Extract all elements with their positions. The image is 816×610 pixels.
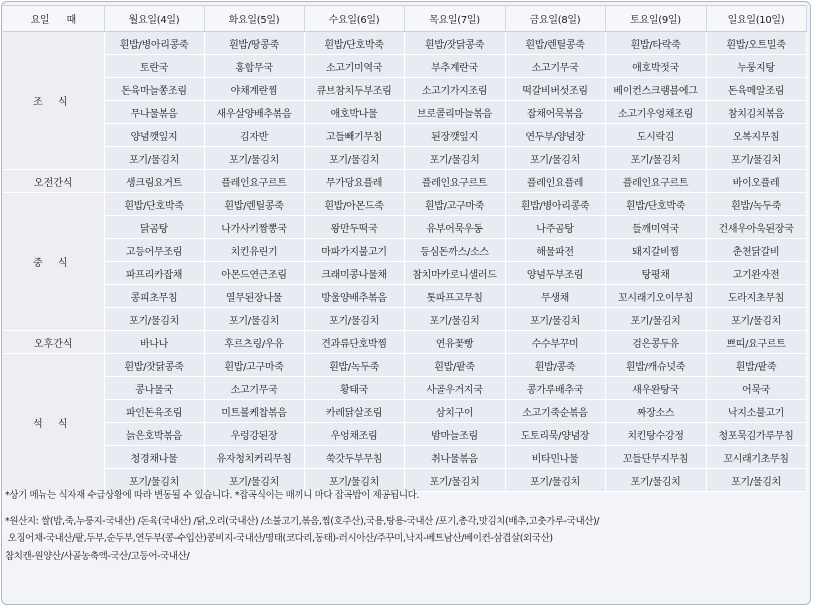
menu-item: 꼬시래기초무침 xyxy=(706,446,806,469)
header-day: 수요일(6일) xyxy=(304,6,404,32)
menu-item: 우렁강된장 xyxy=(204,423,304,446)
menu-row xyxy=(3,147,806,170)
menu-row xyxy=(3,101,806,124)
menu-item: 흰밥/캐슈넛죽 xyxy=(605,354,706,377)
menu-item: 흰밥/팥죽 xyxy=(404,354,505,377)
menu-item: 삼치구이 xyxy=(404,400,505,423)
menu-item: 포기/물김치 xyxy=(204,308,304,331)
menu-item: 소고기죽순볶음 xyxy=(505,400,605,423)
menu-item: 비타민나물 xyxy=(505,446,605,469)
menu-row xyxy=(3,78,806,101)
menu-item: 포기/물김치 xyxy=(706,469,806,492)
menu-item: 유부어묵우동 xyxy=(404,216,505,239)
menu-item: 흰밥/콩죽 xyxy=(505,354,605,377)
menu-item: 소고기우엉채조림 xyxy=(605,101,706,124)
header-day: 토요일(9일) xyxy=(605,6,706,32)
menu-item: 낙지소불고기 xyxy=(706,400,806,423)
menu-item: 취나물볶음 xyxy=(404,446,505,469)
menu-row xyxy=(3,377,806,400)
menu-item: 흰밥/오트밀죽 xyxy=(706,32,806,55)
menu-item: 고등어무조림 xyxy=(104,239,204,262)
menu-item: 파프리카잡채 xyxy=(104,262,204,285)
menu-item: 사골우거지국 xyxy=(404,377,505,400)
menu-item: 도라지초무침 xyxy=(706,285,806,308)
menu-item: 짜장소스 xyxy=(605,400,706,423)
notes-line: 참치캔-원양산/사골농축액-국산/고등어-국내산/ xyxy=(5,550,190,562)
header-day: 일요일(10일) xyxy=(706,6,806,32)
menu-item: 소고기가지조림 xyxy=(404,78,505,101)
menu-row xyxy=(3,216,806,239)
menu-item: 포기/물김치 xyxy=(304,469,404,492)
menu-item: 포기/물김치 xyxy=(204,147,304,170)
menu-item: 흰밥/녹두죽 xyxy=(706,193,806,216)
menu-item: 파인돈육조림 xyxy=(104,400,204,423)
menu-item: 흰밥/녹두죽 xyxy=(304,354,404,377)
menu-row xyxy=(3,262,806,285)
menu-row xyxy=(3,400,806,423)
menu-item: 토란국 xyxy=(104,55,204,78)
menu-item: 톳파프고무침 xyxy=(404,285,505,308)
menu-item: 왕만두떡국 xyxy=(304,216,404,239)
notes-line: *상기 메뉴는 식자재 수급상황에 따라 변동될 수 있습니다. *잡곡식이는 매끼니 마다 잡곡밥이 제공됩니다. xyxy=(5,490,420,501)
menu-item: 흰밥/병아리콩죽 xyxy=(505,193,605,216)
menu-item: 미트볼케찹볶음 xyxy=(204,400,304,423)
menu-item: 늙은호박볶음 xyxy=(104,423,204,446)
menu-item: 포기/물김치 xyxy=(505,147,605,170)
menu-item: 흰밥/단호박죽 xyxy=(304,32,404,55)
menu-item: 콩나물국 xyxy=(104,377,204,400)
menu-item: 고들빼기무침 xyxy=(304,124,404,147)
menu-item: 애호박나물 xyxy=(304,101,404,124)
menu-item: 포기/물김치 xyxy=(104,147,204,170)
menu-item: 방울양배추볶음 xyxy=(304,285,404,308)
menu-item: 크래미콩나물채 xyxy=(304,262,404,285)
menu-item: 쁘띠/요구르트 xyxy=(706,331,806,354)
header-row xyxy=(3,6,806,32)
menu-item: 수수부꾸미 xyxy=(505,331,605,354)
header-day: 월요일(4일) xyxy=(104,6,204,32)
menu-item: 무가당요플레 xyxy=(304,170,404,193)
menu-item: 콩가루배추국 xyxy=(505,377,605,400)
menu-item: 베이컨스크램블에그 xyxy=(605,78,706,101)
menu-notes xyxy=(5,487,805,565)
menu-item: 소고기미역국 xyxy=(304,55,404,78)
menu-row xyxy=(3,308,806,331)
menu-item: 새우완탕국 xyxy=(605,377,706,400)
menu-item: 춘천닭갈비 xyxy=(706,239,806,262)
menu-item: 새우살양배추볶음 xyxy=(204,101,304,124)
menu-item: 치킨탕수강정 xyxy=(605,423,706,446)
menu-item: 흰밥/고구마죽 xyxy=(204,354,304,377)
notes-line: *원산지: 쌀(밥,죽,누룽지-국내산) /돈육(국내산) /닭,오리(국내산) /소불고기,볶음,찜(호주산),국용,탕용-국내산 /포기,총각,맛김치(배추,고춧가루-국내산)/ xyxy=(5,515,600,527)
menu-item: 쑥갓두부무침 xyxy=(304,446,404,469)
menu-item: 건새우아욱된장국 xyxy=(706,216,806,239)
menu-item: 포기/물김치 xyxy=(104,308,204,331)
menu-item: 바이오플레 xyxy=(706,170,806,193)
header-meal-day-label: 요일 때 xyxy=(3,6,104,32)
menu-row xyxy=(3,55,806,78)
menu-item: 치킨유린기 xyxy=(204,239,304,262)
menu-item: 흰밥/렌틸콩죽 xyxy=(204,193,304,216)
menu-item: 유자청치커리무침 xyxy=(204,446,304,469)
menu-row xyxy=(3,124,806,147)
meal-label: 오전간식 xyxy=(3,170,104,193)
menu-item: 꼬들단무지무침 xyxy=(605,446,706,469)
menu-item: 흰밥/단호박죽 xyxy=(104,193,204,216)
menu-item: 해물파전 xyxy=(505,239,605,262)
menu-row xyxy=(3,32,806,55)
menu-item: 플레인요구르트 xyxy=(404,170,505,193)
menu-item: 흰밥/고구마죽 xyxy=(404,193,505,216)
menu-item: 김자반 xyxy=(204,124,304,147)
menu-item: 포기/물김치 xyxy=(605,147,706,170)
menu-item: 흰밥/단호박죽 xyxy=(605,193,706,216)
menu-item: 포기/물김치 xyxy=(104,469,204,492)
menu-item: 탕평채 xyxy=(605,262,706,285)
menu-item: 홍합무국 xyxy=(204,55,304,78)
menu-item: 브로콜리마늘볶음 xyxy=(404,101,505,124)
menu-item: 포기/물김치 xyxy=(204,469,304,492)
menu-item: 황태국 xyxy=(304,377,404,400)
menu-item: 소고기무국 xyxy=(505,55,605,78)
menu-item: 떡갈비버섯조림 xyxy=(505,78,605,101)
menu-item: 밤마늘조림 xyxy=(404,423,505,446)
menu-item: 잡채어묵볶음 xyxy=(505,101,605,124)
menu-item: 돈육마늘쫑조림 xyxy=(104,78,204,101)
menu-item: 카레닭살조림 xyxy=(304,400,404,423)
menu-item: 마파가지불고기 xyxy=(304,239,404,262)
menu-item: 양념깻잎지 xyxy=(104,124,204,147)
menu-item: 닭곰탕 xyxy=(104,216,204,239)
menu-item: 포기/물김치 xyxy=(304,147,404,170)
header-day: 화요일(5일) xyxy=(204,6,304,32)
meal-label: 오후간식 xyxy=(3,331,104,354)
weekly-menu-table xyxy=(3,5,807,492)
menu-item: 나가사키짬뽕국 xyxy=(204,216,304,239)
meal-label: 중 식 xyxy=(3,193,104,331)
menu-item: 오복지무침 xyxy=(706,124,806,147)
menu-item: 누룽지탕 xyxy=(706,55,806,78)
menu-item: 청경채나물 xyxy=(104,446,204,469)
menu-item: 애호박젓국 xyxy=(605,55,706,78)
menu-item: 꼬시래기오이무침 xyxy=(605,285,706,308)
menu-item: 소고기무국 xyxy=(204,377,304,400)
menu-item: 양념두부조림 xyxy=(505,262,605,285)
menu-item: 돈육메알조림 xyxy=(706,78,806,101)
menu-item: 흰밥/팥죽 xyxy=(706,354,806,377)
menu-item: 바나나 xyxy=(104,331,204,354)
menu-item: 참치마카로니샐러드 xyxy=(404,262,505,285)
menu-item: 우엉채조림 xyxy=(304,423,404,446)
menu-row xyxy=(3,285,806,308)
menu-row xyxy=(3,423,806,446)
menu-item: 포기/물김치 xyxy=(706,308,806,331)
menu-item: 나주곰탕 xyxy=(505,216,605,239)
menu-item: 야채계란찜 xyxy=(204,78,304,101)
menu-item: 흰밥/땅콩죽 xyxy=(204,32,304,55)
menu-item: 포기/물김치 xyxy=(404,469,505,492)
menu-item: 참치김치볶음 xyxy=(706,101,806,124)
header-day: 목요일(7일) xyxy=(404,6,505,32)
menu-item: 흰밥/아몬드죽 xyxy=(304,193,404,216)
menu-item: 포기/물김치 xyxy=(505,469,605,492)
menu-item: 플레인요구르트 xyxy=(204,170,304,193)
menu-row xyxy=(3,239,806,262)
menu-item: 검은콩두유 xyxy=(605,331,706,354)
menu-item: 포기/물김치 xyxy=(605,469,706,492)
menu-item: 된장깻잎지 xyxy=(404,124,505,147)
menu-item: 생크림요거트 xyxy=(104,170,204,193)
menu-item: 포기/물김치 xyxy=(404,308,505,331)
menu-item: 포기/물김치 xyxy=(605,308,706,331)
header-day: 금요일(8일) xyxy=(505,6,605,32)
menu-item: 무나물볶음 xyxy=(104,101,204,124)
notes-line: 오징어채-국내산/팥,두부,순두부,연두부(콩-수입산)콩비지-국내산/명태(코다리,동태)-러시아산/주꾸미,낙지-베트남산/베이컨-삼겹살(외국산) xyxy=(5,533,553,544)
menu-item: 등심돈까스/소스 xyxy=(404,239,505,262)
menu-item: 아몬드연근조림 xyxy=(204,262,304,285)
menu-item: 콩피초무침 xyxy=(104,285,204,308)
menu-item: 부추계란국 xyxy=(404,55,505,78)
menu-item: 도시락김 xyxy=(605,124,706,147)
menu-item: 들깨미역국 xyxy=(605,216,706,239)
menu-body xyxy=(3,32,806,492)
menu-row xyxy=(3,331,806,354)
menu-item: 고기완자전 xyxy=(706,262,806,285)
menu-item: 돼지갈비찜 xyxy=(605,239,706,262)
menu-item: 포기/물김치 xyxy=(706,147,806,170)
menu-item: 후르츠링/우유 xyxy=(204,331,304,354)
menu-item: 포기/물김치 xyxy=(505,308,605,331)
menu-item: 포기/물김치 xyxy=(404,147,505,170)
menu-item: 흰밥/잣닭콩죽 xyxy=(404,32,505,55)
menu-item: 포기/물김치 xyxy=(304,308,404,331)
menu-item: 청포묵김가루무침 xyxy=(706,423,806,446)
meal-label: 석 식 xyxy=(3,354,104,492)
menu-item: 연유꽃빵 xyxy=(404,331,505,354)
menu-item: 견과류단호박찜 xyxy=(304,331,404,354)
menu-row xyxy=(3,193,806,216)
menu-item: 흰밥/타락죽 xyxy=(605,32,706,55)
menu-row xyxy=(3,354,806,377)
menu-item: 큐브참치두부조림 xyxy=(304,78,404,101)
menu-item: 플레인요플레 xyxy=(505,170,605,193)
menu-item: 무생채 xyxy=(505,285,605,308)
menu-item: 열무된장나물 xyxy=(204,285,304,308)
menu-row xyxy=(3,446,806,469)
menu-item: 연두부/양념장 xyxy=(505,124,605,147)
meal-label: 조 식 xyxy=(3,32,104,170)
menu-item: 흰밥/병아리콩죽 xyxy=(104,32,204,55)
menu-row xyxy=(3,170,806,193)
menu-item: 도토리묵/양념장 xyxy=(505,423,605,446)
menu-item: 플레인요구르트 xyxy=(605,170,706,193)
menu-item: 흰밥/잣닭콩죽 xyxy=(104,354,204,377)
menu-item: 흰밥/렌틸콩죽 xyxy=(505,32,605,55)
menu-item: 어묵국 xyxy=(706,377,806,400)
